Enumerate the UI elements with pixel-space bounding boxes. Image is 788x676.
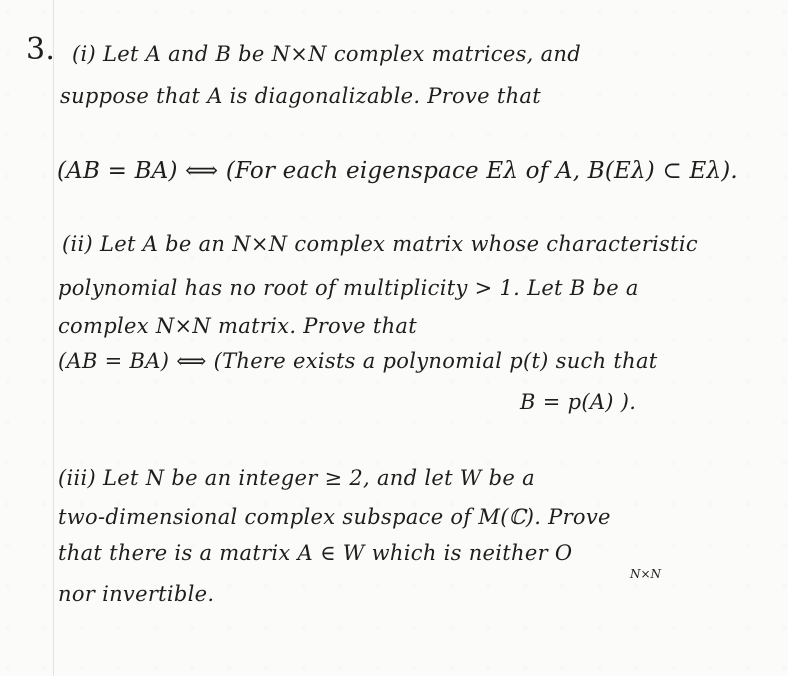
part2-line2: polynomial has no root of multiplicity > 1. Let B be a <box>58 276 639 300</box>
part1-line2: suppose that A is diagonalizable. Prove that <box>60 84 541 108</box>
zero-matrix-subscript: N×N <box>630 567 662 581</box>
part1-line1: (i) Let A and B be N×N complex matrices, and <box>72 42 581 66</box>
part2-line3: complex N×N matrix. Prove that <box>58 314 417 338</box>
part3-line4: nor invertible. <box>58 582 215 606</box>
margin-line <box>53 0 54 676</box>
part2-equivalence: (AB = BA) ⟺ (There exists a polynomial p(t) such that <box>58 349 658 373</box>
part2-line1: (ii) Let A be an N×N complex matrix whose characteristic <box>62 232 698 256</box>
part3-line3: that there is a matrix A ∈ W which is neither O <box>58 541 573 565</box>
part1-equivalence: (AB = BA) ⟺ (For each eigenspace Eλ of A, B(Eλ) ⊂ Eλ). <box>57 158 738 184</box>
part3-line1: (iii) Let N be an integer ≥ 2, and let W be a <box>58 466 535 490</box>
problem-number: 3. <box>26 32 56 67</box>
part3-line2: two-dimensional complex subspace of M(ℂ). Prove <box>58 505 611 529</box>
part2-line5: B = p(A) ). <box>520 390 637 414</box>
